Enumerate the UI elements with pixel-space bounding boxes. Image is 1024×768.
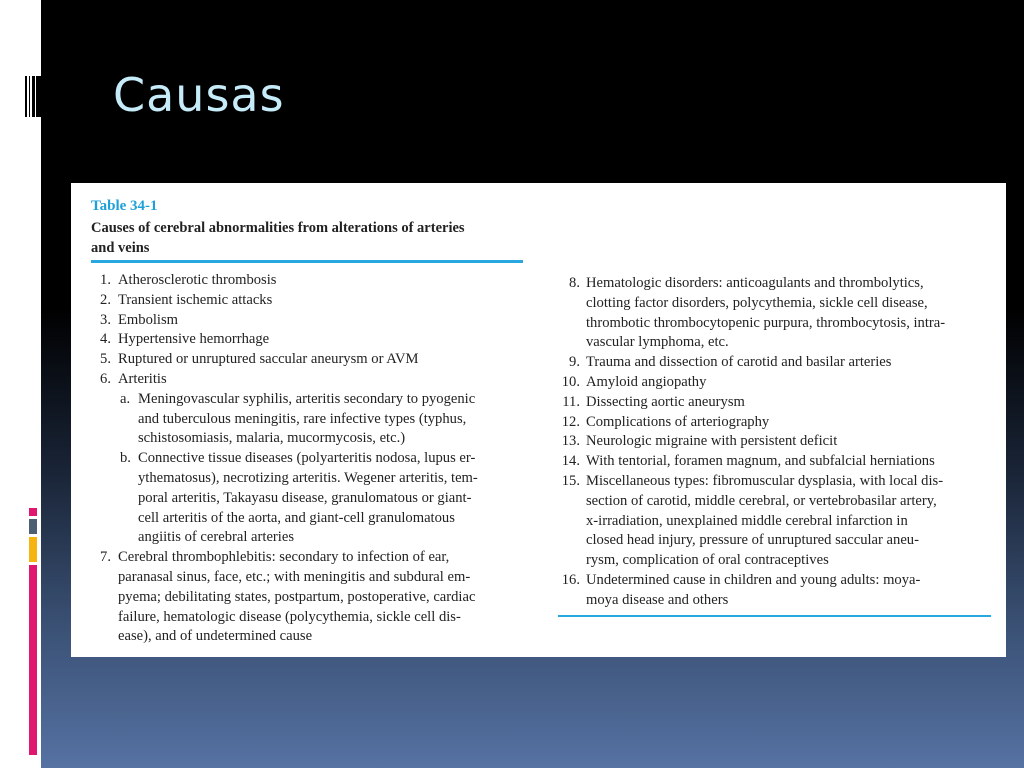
list-item-line (558, 333, 998, 353)
list-text: Hematologic disorders: anticoagulants and thrombolytics, (586, 275, 924, 291)
list-item-line (93, 588, 533, 608)
barcode-decoration-icon (25, 76, 41, 117)
list-text: Amyloid angiopathy (586, 373, 707, 390)
list-number: 13. (561, 433, 580, 450)
slide-title: Causas (113, 68, 285, 122)
list-item-line (93, 449, 533, 469)
list-number: 16. (561, 571, 580, 588)
list-text: schistosomiasis, malaria, mucormycosis, etc.) (138, 430, 406, 447)
table-end-rule (558, 615, 991, 617)
list-item-line (558, 314, 998, 334)
list-item-line (93, 509, 533, 529)
list-text: pyema; debilitating states, postpartum, postoperative, cardiac (118, 588, 476, 605)
list-text: poral arteritis, Takayasu disease, granulomatous or giant- (138, 489, 472, 506)
list-item-line (558, 492, 998, 512)
accent-bar-gray (29, 519, 37, 534)
list-text: Arteritis (118, 370, 167, 387)
list-item-line (558, 353, 998, 373)
list-number: 2. (100, 291, 111, 308)
list-item-line (558, 472, 998, 492)
list-item-line (93, 410, 533, 430)
list-item-line (558, 274, 998, 294)
list-text: Neurologic migraine with persistent deficit (586, 433, 838, 450)
list-text: angiitis of cerebral arteries (138, 529, 294, 546)
list-item-line (558, 413, 998, 433)
list-text: moya disease and others (586, 591, 729, 608)
list-item-line (93, 390, 533, 410)
left-margin-strip (0, 0, 41, 768)
caption-line: and veins (91, 240, 150, 256)
list-item-line (93, 489, 533, 509)
list-text: section of carotid, middle cerebral, or vertebrobasilar artery, (586, 492, 937, 509)
list-item-line (93, 370, 533, 390)
list-number: a. (120, 390, 131, 407)
list-item-line (93, 271, 533, 291)
list-text: Complications of arteriography (586, 413, 770, 430)
list-item-line (558, 551, 998, 571)
list-text: Transient ischemic attacks (118, 291, 273, 308)
list-text: paranasal sinus, face, etc.; with meningitis and subdural em- (118, 568, 471, 585)
list-text: Embolism (118, 311, 178, 328)
list-number: 14. (561, 453, 580, 470)
right-column-list (558, 274, 998, 611)
list-text: clotting factor disorders, polycythemia, sickle cell disease, (586, 294, 928, 311)
list-text: closed head injury, pressure of unruptured saccular aneu- (586, 532, 919, 549)
list-item-line (93, 548, 533, 568)
list-text: Hypertensive hemorrhage (118, 331, 270, 348)
list-number: 9. (569, 354, 580, 371)
list-text: vascular lymphoma, etc. (586, 334, 729, 351)
list-text: Atherosclerotic thrombosis (118, 272, 277, 288)
list-item-line (558, 512, 998, 532)
list-number: 3. (100, 311, 111, 328)
list-number: 11. (562, 393, 580, 410)
list-item-line (558, 571, 998, 591)
list-number: 8. (569, 275, 580, 291)
accent-bar-yellow (29, 537, 37, 562)
list-item-line (93, 350, 533, 370)
list-number: 6. (100, 370, 111, 387)
list-text: ythematosus), necrotizing arteritis. Wegener arteritis, tem- (138, 469, 478, 486)
list-number: 12. (561, 413, 580, 430)
list-number: 7. (100, 549, 111, 566)
list-item-line (93, 429, 533, 449)
list-item-line (558, 591, 998, 611)
left-column-list (93, 271, 533, 647)
list-item-line (93, 469, 533, 489)
list-text: thrombotic thrombocytopenic purpura, thrombocytosis, intra- (586, 314, 946, 331)
list-number: 5. (100, 351, 111, 368)
list-item-line (93, 330, 533, 350)
list-text: Miscellaneous types: fibromuscular dysplasia, with local dis- (586, 472, 944, 489)
list-text: cell arteritis of the aorta, and giant-cell granulomatous (138, 509, 455, 526)
list-item-line (93, 608, 533, 628)
table-number: Table 34-1 (91, 198, 158, 214)
list-text: and tuberculous meningitis, rare infective types (typhus, (138, 410, 467, 427)
list-text: Trauma and dissection of carotid and basilar arteries (586, 354, 892, 371)
table-image-panel (71, 183, 1006, 657)
list-number: b. (120, 450, 131, 467)
list-text: ease), and of undetermined cause (118, 628, 313, 645)
accent-bar-pink-small (29, 508, 37, 516)
list-text: failure, hematologic disease (polycythemia, sickle cell dis- (118, 608, 461, 625)
list-item-line (558, 373, 998, 393)
list-text: x-irradiation, unexplained middle cerebral infarction in (586, 512, 908, 529)
caption-rule (91, 260, 523, 263)
list-number: 15. (561, 472, 580, 489)
list-text: Ruptured or unruptured saccular aneurysm or AVM (118, 351, 419, 368)
list-text: Meningovascular syphilis, arteritis secondary to pyogenic (138, 390, 476, 407)
list-item-line (93, 528, 533, 548)
list-item-line (93, 568, 533, 588)
accent-bar-pink-long (29, 565, 37, 755)
list-item-line (558, 531, 998, 551)
list-number: 1. (100, 272, 111, 288)
list-item-line (558, 393, 998, 413)
list-text: With tentorial, foramen magnum, and subfalcial herniations (586, 453, 935, 470)
list-item-line (558, 294, 998, 314)
list-text: Cerebral thrombophlebitis: secondary to infection of ear, (118, 549, 450, 566)
table-caption (91, 218, 531, 258)
list-text: rysm, complication of oral contraceptives (586, 552, 829, 569)
list-text: Dissecting aortic aneurysm (586, 393, 745, 410)
list-item-line (93, 291, 533, 311)
list-item-line (558, 452, 998, 472)
list-item-line (93, 311, 533, 331)
list-item-line (558, 432, 998, 452)
list-number: 4. (100, 331, 111, 348)
list-text: Connective tissue diseases (polyarteritis nodosa, lupus er- (138, 450, 476, 467)
list-item-line (93, 627, 533, 647)
caption-line: Causes of cerebral abnormalities from alterations of arteries (91, 220, 465, 236)
list-number: 10. (561, 373, 580, 390)
list-text: Undetermined cause in children and young adults: moya- (586, 571, 921, 588)
